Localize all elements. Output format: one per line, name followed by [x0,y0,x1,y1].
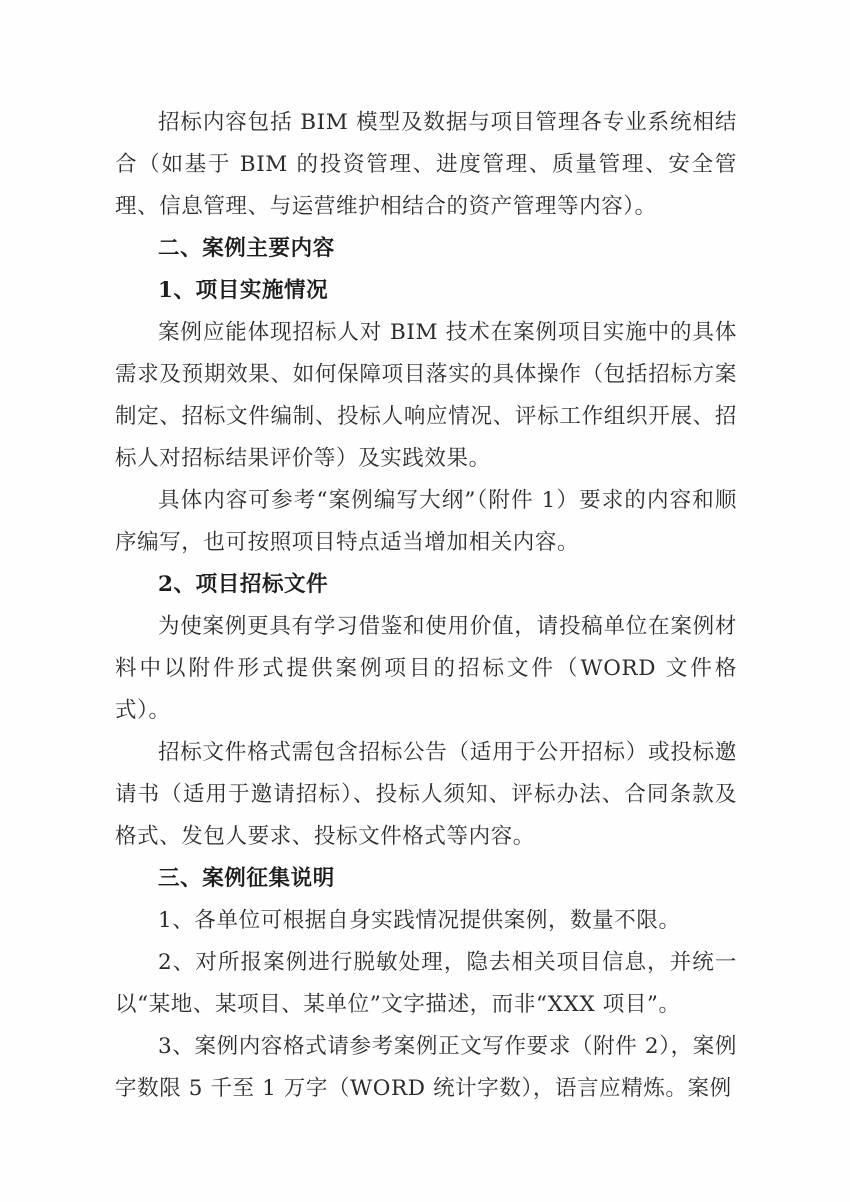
list-item-3: 3、案例内容格式请参考案例正文写作要求（附件 2），案例字数限 5 千至 1 万字（WORD 统计字数），语言应精炼。案例 [115,1034,737,1101]
paragraph-tender-content: 招标内容包括 BIM 模型及数据与项目管理各专业系统相结合（如基于 BIM 的投资管理、进度管理、质量管理、安全管理、信息管理、与运营维护相结合的资产管理等内容）。 [115,110,737,219]
list-item-2: 2、对所报案例进行脱敏处理，隐去相关项目信息，并统一以“某地、某项目、某单位”文字描述，而非“XXX 项目”。 [115,950,737,1017]
paragraph-implementation-requirements: 案例应能体现招标人对 BIM 技术在案例项目实施中的具体需求及预期效果、如何保障项目落实的具体操作（包括招标方案制定、招标文件编制、投标人响应情况、评标工作组织开展、招标人对招标结果评价等）及实践效果。 [115,320,737,471]
paragraph-outline-reference: 具体内容可参考“案例编写大纲”（附件 1）要求的内容和顺序编写，也可按照项目特点适当增加相关内容。 [115,488,737,555]
paragraph-tender-document-format: 招标文件格式需包含招标公告（适用于公开招标）或投标邀请书（适用于邀请招标）、投标人须知、评标办法、合同条款及格式、发包人要求、投标文件格式等内容。 [115,740,737,849]
heading-section-two: 二、案例主要内容 [158,236,335,261]
document-body [115,102,737,1110]
list-item-1: 1、各单位可根据自身实践情况提供案例，数量不限。 [158,908,681,933]
paragraph-attachment-requirement: 为使案例更具有学习借鉴和使用价值，请投稿单位在案例材料中以附件形式提供案例项目的招标文件（WORD 文件格式）。 [115,614,737,723]
subheading-project-implementation: 1、项目实施情况 [158,278,329,303]
heading-section-three: 三、案例征集说明 [158,866,335,891]
subheading-project-tender-document: 2、项目招标文件 [158,572,329,597]
